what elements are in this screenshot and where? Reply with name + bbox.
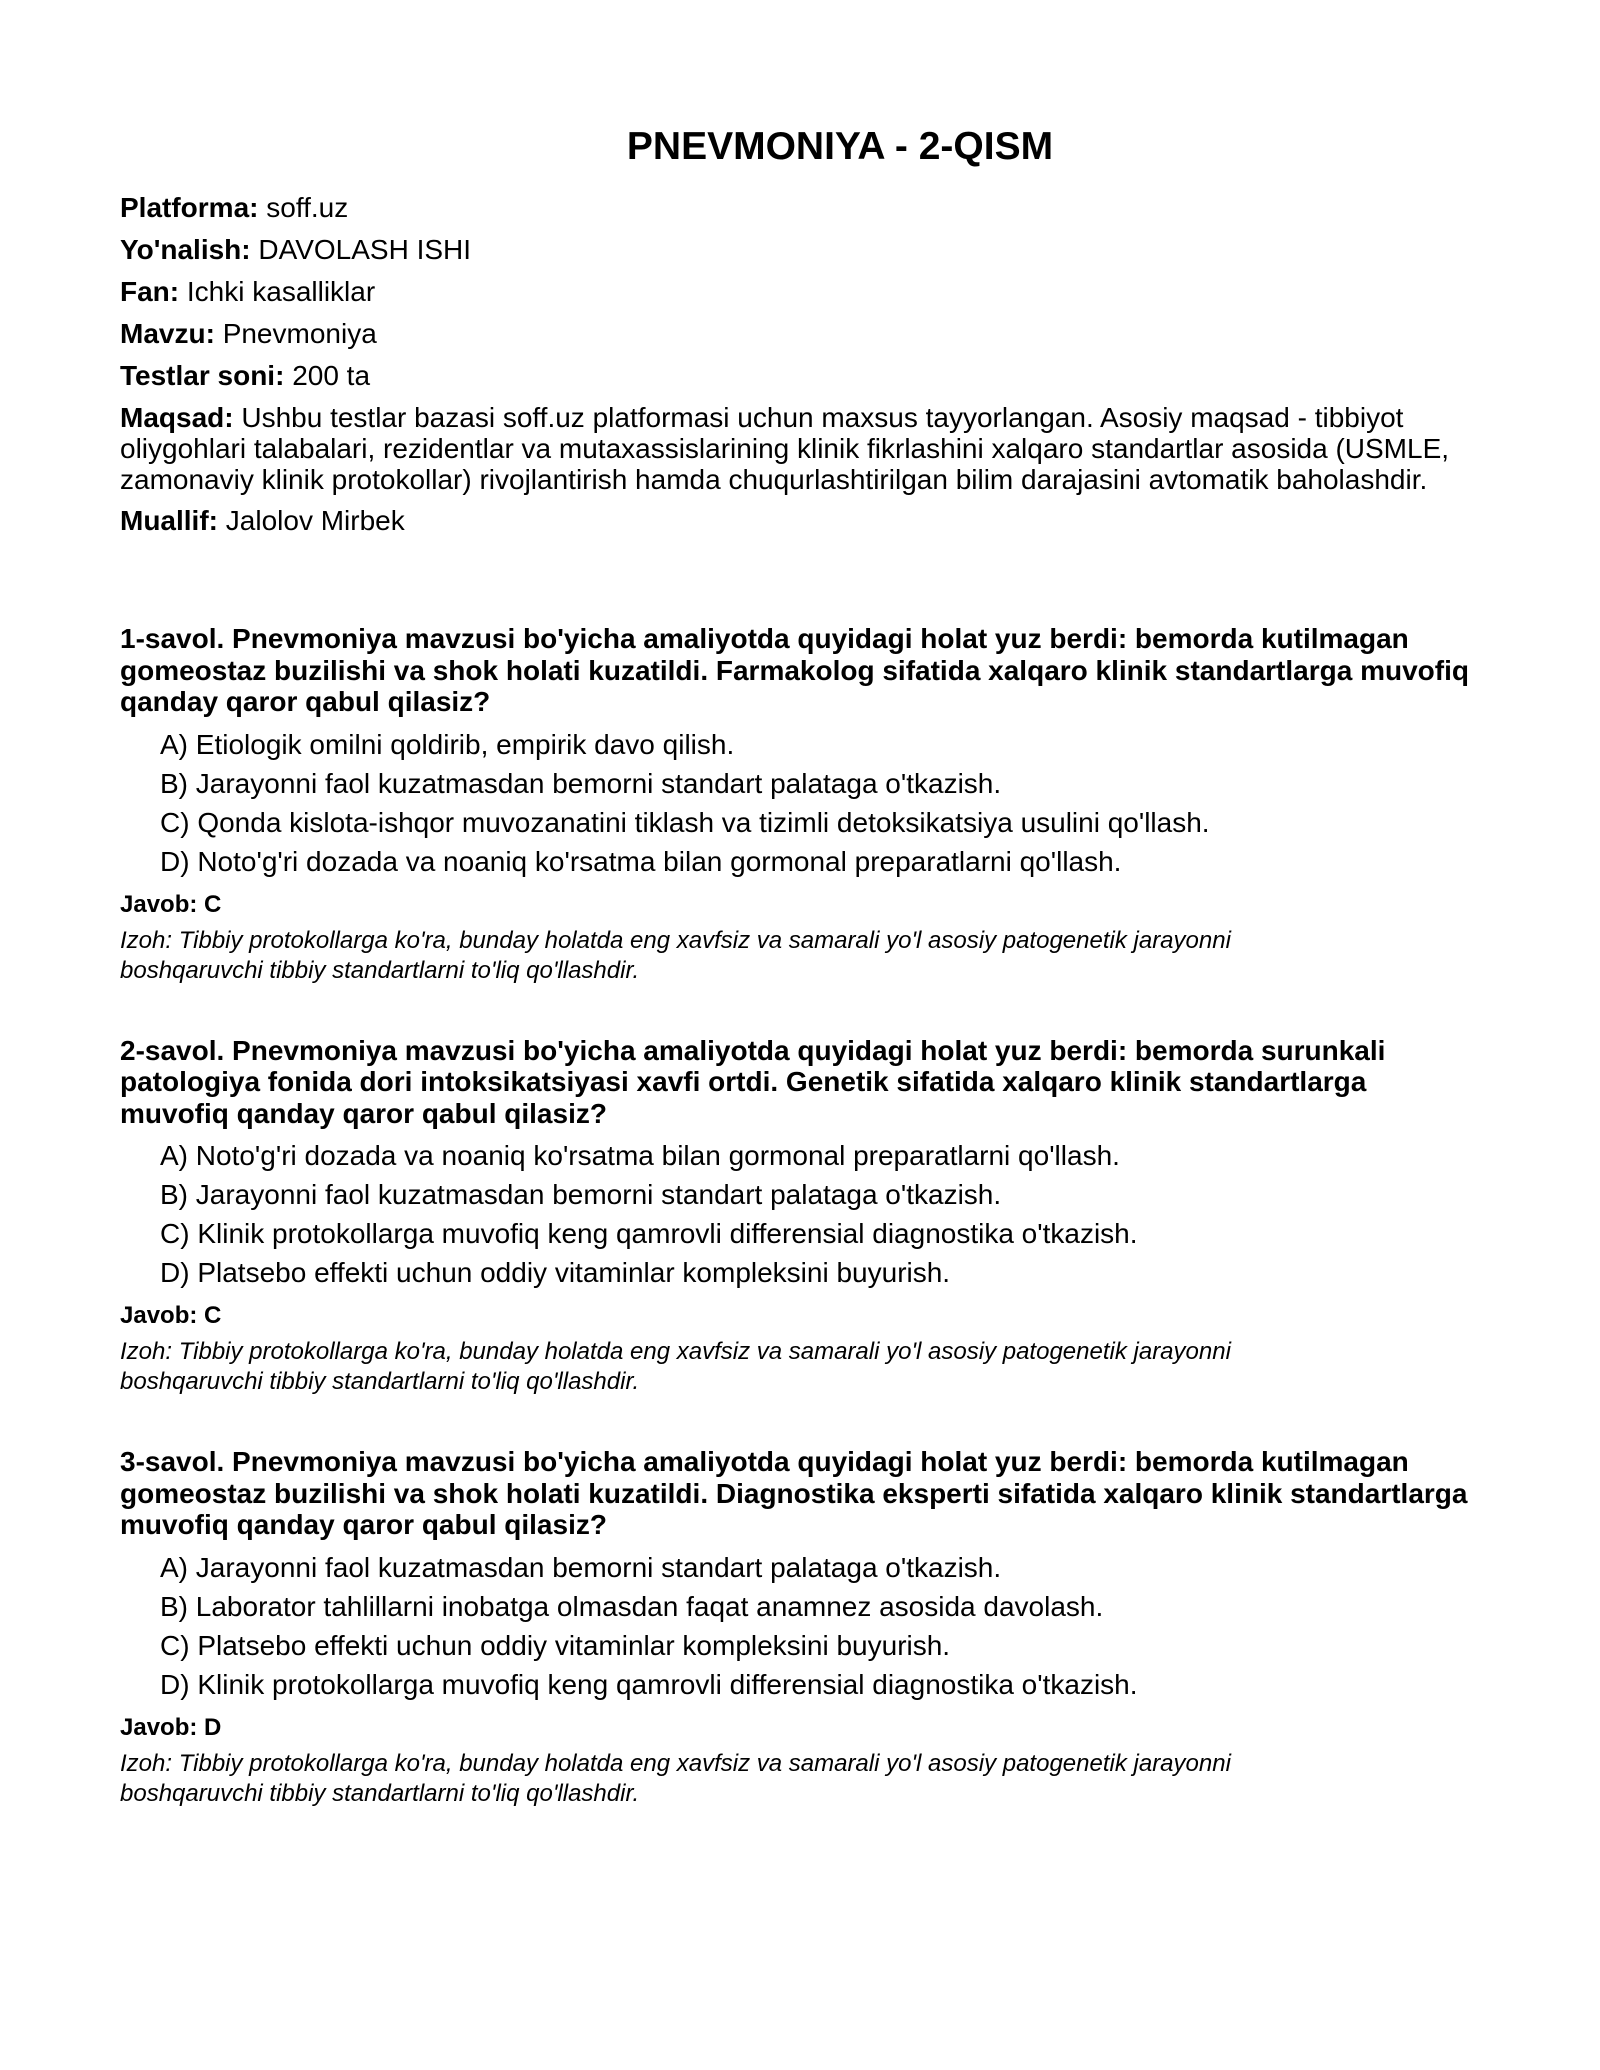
meta-value: Ushbu testlar bazasi soff.uz platformasi uchun maxsus tayyorlangan. Asosiy maqsad - tibbiyot oliygohlari talabalari, rezidentlar va mutaxassislarining klinik fikrlashini xalqaro standartlar asosida (USMLE, zamonaviy klinik protokollar) rivojlantirish hamda chuqurlashtirilgan bilim darajasini avtomatik baholashdir. bbox=[120, 402, 1450, 495]
meta-section bbox=[120, 192, 1480, 537]
option-b: B) Jarayonni faol kuzatmasdan bemorni standart palataga o'tkazish. bbox=[160, 767, 1002, 799]
meta-value: Jalolov Mirbek bbox=[225, 505, 405, 536]
meta-value: soff.uz bbox=[266, 192, 349, 223]
meta-label: Fan: bbox=[120, 276, 180, 307]
option-a: A) Etiologik omilni qoldirib, empirik davo qilish. bbox=[160, 728, 735, 760]
option-d: D) Noto'g'ri dozada va noaniq ko'rsatma bilan gormonal preparatlarni qo'llash. bbox=[160, 845, 1122, 877]
option-a: A) Noto'g'ri dozada va noaniq ko'rsatma bilan gormonal preparatlarni qo'llash. bbox=[160, 1140, 1120, 1171]
answer: Javob: D bbox=[120, 1713, 222, 1741]
meta-platforma bbox=[120, 192, 1480, 224]
meta-mavzu bbox=[120, 318, 1480, 350]
page-title: PNEVMONIYA - 2-QISM bbox=[626, 125, 1054, 168]
meta-maqsad bbox=[120, 402, 1480, 495]
meta-label: Muallif: bbox=[120, 505, 218, 536]
question-2 bbox=[120, 1035, 1480, 1398]
option-d: D) Klinik protokollarga muvofiq keng qamrovli differensial diagnostika o'tkazish. bbox=[160, 1668, 1138, 1700]
question-text: 3-savol. Pnevmoniya mavzusi bo'yicha amaliyotda quyidagi holat yuz berdi: bemorda kutilmagan gomeostaz buzilishi va shok holati kuzatildi. Diagnostika eksperti sifatida xalqaro klinik standartlarga muvofiq qanday qaror qabul qilasiz? bbox=[120, 1446, 1468, 1540]
document-page bbox=[120, 0, 1480, 1858]
question-3 bbox=[120, 1446, 1480, 1809]
meta-value: Ichki kasalliklar bbox=[186, 276, 376, 307]
explanation-note: Izoh: Tibbiy protokollarga ko'ra, bunday holatda eng xavfsiz va samarali yo'l asosiy patogenetik jarayonni boshqaruvchi tibbiy standartlarni to'liq qo'llashdir. bbox=[120, 1338, 1231, 1395]
meta-value: DAVOLASH ISHI bbox=[258, 234, 472, 265]
meta-value: 200 ta bbox=[292, 360, 371, 391]
answer: Javob: C bbox=[120, 1302, 222, 1329]
option-b: B) Jarayonni faol kuzatmasdan bemorni standart palataga o'tkazish. bbox=[160, 1179, 1002, 1210]
meta-label: Maqsad: bbox=[120, 402, 234, 433]
meta-label: Mavzu: bbox=[120, 318, 215, 349]
meta-value: Pnevmoniya bbox=[222, 318, 377, 349]
meta-label: Testlar soni: bbox=[120, 360, 285, 391]
questions-list bbox=[120, 623, 1480, 1809]
answer: Javob: C bbox=[120, 890, 222, 918]
option-c: C) Platsebo effekti uchun oddiy vitaminlar kompleksini buyurish. bbox=[160, 1629, 951, 1661]
options-list bbox=[120, 1552, 1480, 1701]
meta-yonalish bbox=[120, 234, 1480, 266]
meta-testlar-soni bbox=[120, 360, 1480, 392]
explanation-note: Izoh: Tibbiy protokollarga ko'ra, bunday holatda eng xavfsiz va samarali yo'l asosiy patogenetik jarayonni boshqaruvchi tibbiy standartlarni to'liq qo'llashdir. bbox=[120, 926, 1231, 984]
question-text: 1-savol. Pnevmoniya mavzusi bo'yicha amaliyotda quyidagi holat yuz berdi: bemorda kutilmagan gomeostaz buzilishi va shok holati kuzatildi. Farmakolog sifatida xalqaro klinik standartlarga muvofiq qanday qaror qabul qilasiz? bbox=[120, 623, 1469, 717]
meta-muallif bbox=[120, 505, 1480, 537]
question-1 bbox=[120, 623, 1480, 986]
meta-fan bbox=[120, 276, 1480, 308]
option-c: C) Qonda kislota-ishqor muvozanatini tiklash va tizimli detoksikatsiya usulini qo'llash. bbox=[160, 806, 1210, 838]
meta-label: Yo'nalish: bbox=[120, 234, 251, 265]
option-d: D) Platsebo effekti uchun oddiy vitaminlar kompleksini buyurish. bbox=[160, 1257, 951, 1288]
explanation-note: Izoh: Tibbiy protokollarga ko'ra, bunday holatda eng xavfsiz va samarali yo'l asosiy patogenetik jarayonni boshqaruvchi tibbiy standartlarni to'liq qo'llashdir. bbox=[120, 1749, 1231, 1807]
option-b: B) Laborator tahlillarni inobatga olmasdan faqat anamnez asosida davolash. bbox=[160, 1590, 1104, 1622]
option-c: C) Klinik protokollarga muvofiq keng qamrovli differensial diagnostika o'tkazish. bbox=[160, 1218, 1138, 1249]
options-list bbox=[120, 1140, 1480, 1289]
option-a: A) Jarayonni faol kuzatmasdan bemorni standart palataga o'tkazish. bbox=[160, 1551, 1002, 1583]
options-list bbox=[120, 729, 1480, 878]
question-text: 2-savol. Pnevmoniya mavzusi bo'yicha amaliyotda quyidagi holat yuz berdi: bemorda surunkali patologiya fonida dori intoksikatsiyasi xavfi ortdi. Genetik sifatida xalqaro klinik standartlarga muvofiq qanday qaror qabul qilasiz? bbox=[120, 1034, 1386, 1129]
meta-label: Platforma: bbox=[120, 192, 259, 223]
